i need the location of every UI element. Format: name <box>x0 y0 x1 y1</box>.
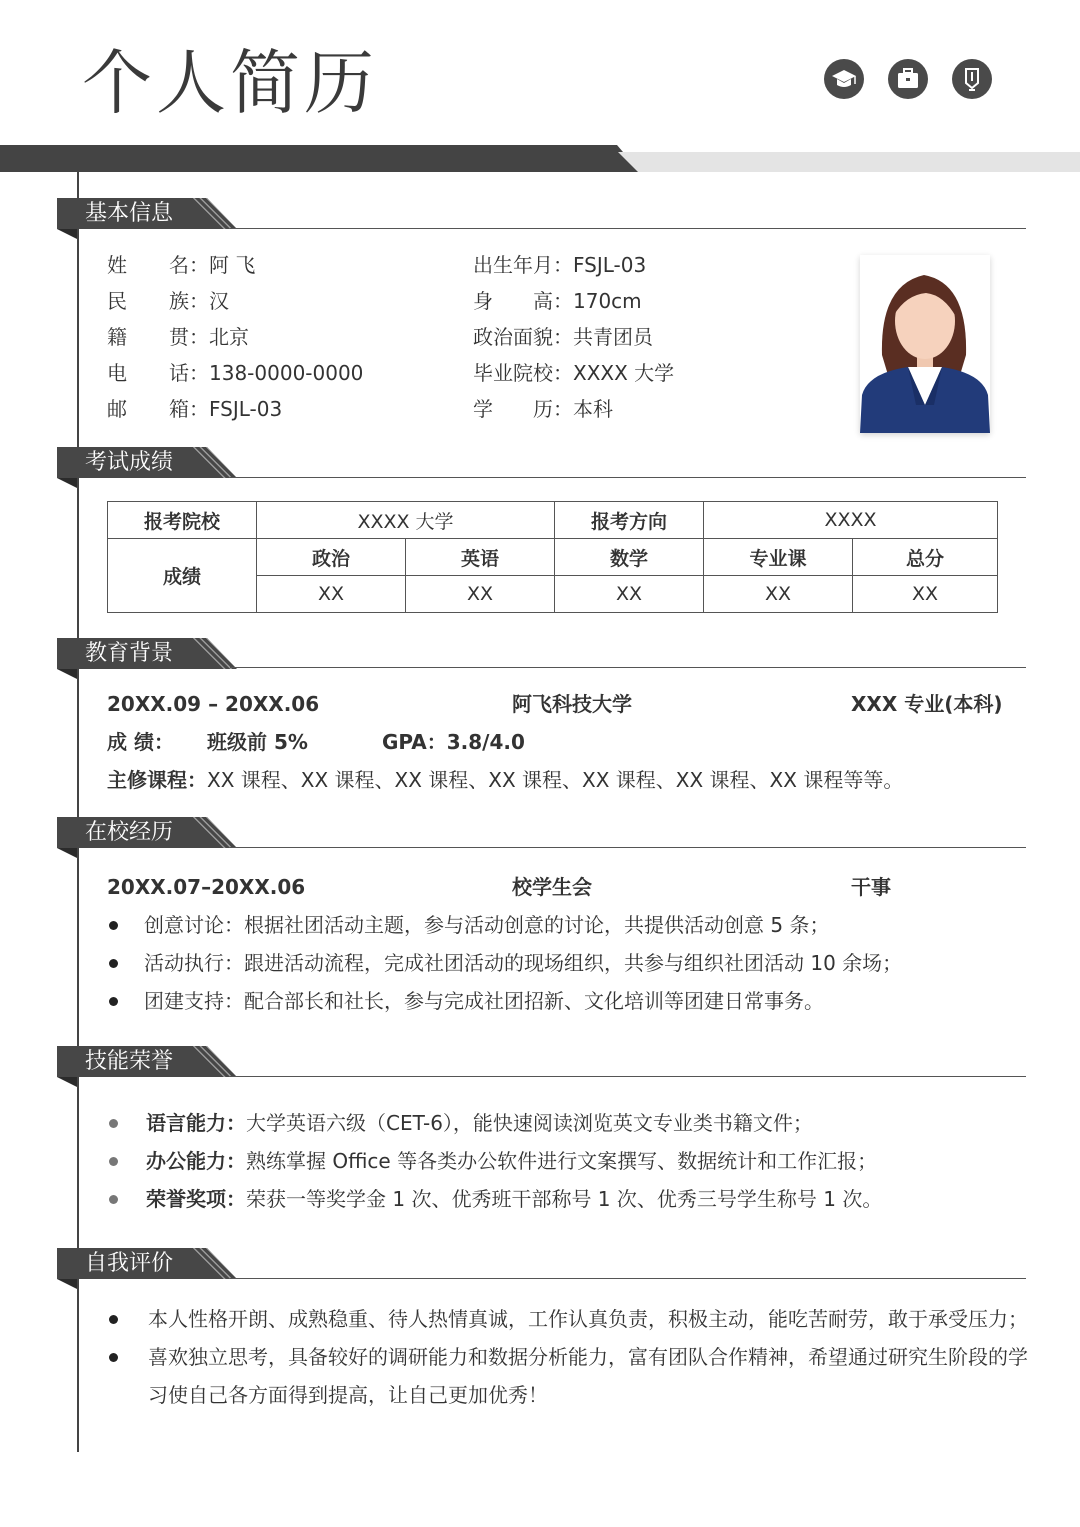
subject-header-cell: 英语 <box>406 539 555 576</box>
section-divider <box>230 477 1026 478</box>
edu-courses: 主修课程：XX 课程、XX 课程、XX 课程、XX 课程、XX 课程、XX 课程、XX 课程等等。 <box>107 768 904 792</box>
section-divider <box>230 667 1026 668</box>
section-title: 自我评价 <box>85 1251 174 1276</box>
list-item: 团建支持：配合部长和社长，参与完成社团招新、文化培训等团建日常事务。 <box>109 987 824 1015</box>
info-row-name: 姓 名：阿 飞 <box>107 253 256 277</box>
info-row-hometown: 籍 贯：北京 <box>107 325 249 349</box>
section-title: 考试成绩 <box>85 450 174 475</box>
direction-label-cell: 报考方向 <box>555 502 704 539</box>
school-label-cell: 报考院校 <box>108 502 257 539</box>
subject-header-cell: 总分 <box>853 539 998 576</box>
section-header-basic <box>57 198 237 229</box>
section-divider <box>230 1076 1026 1077</box>
edu-grade: 成 绩： 班级前 5% <box>107 730 308 754</box>
list-item: 活动执行：跟进活动流程，完成社团活动的现场组织，共参与组织社团活动 10 余场； <box>109 949 902 977</box>
edu-gpa: GPA：3.8/4.0 <box>382 730 525 754</box>
bullet-icon <box>109 1353 118 1362</box>
badge-icon <box>952 59 992 99</box>
section-divider <box>230 1278 1026 1279</box>
bullet-icon <box>109 1195 118 1204</box>
score-cell: XX <box>257 576 406 613</box>
section-title: 教育背景 <box>85 641 174 666</box>
info-right-list <box>473 251 674 431</box>
school-value-cell: XXXX 大学 <box>257 502 555 539</box>
edu-major: XXX 专业(本科) <box>851 692 1003 716</box>
info-row-phone: 电 话：138-0000-0000 <box>107 361 364 385</box>
section-header-skills <box>57 1046 237 1077</box>
score-cell: XX <box>406 576 555 613</box>
section-header-self <box>57 1248 237 1279</box>
bullet-icon <box>109 1119 118 1128</box>
graduation-cap-icon <box>824 59 864 99</box>
campus-org: 校学生会 <box>512 875 592 899</box>
bullet-icon <box>109 1315 118 1324</box>
campus-period: 20XX.07–20XX.06 <box>107 875 306 899</box>
info-row-height: 身 高：170cm <box>473 289 642 313</box>
subject-header-cell: 政治 <box>257 539 406 576</box>
bullet-icon <box>109 997 118 1006</box>
score-cell: XX <box>555 576 704 613</box>
list-item: 办公能力：熟练掌握 Office 等各类办公软件进行文案撰写、数据统计和工作汇报； <box>109 1147 877 1175</box>
list-item: 喜欢独立思考，具备较好的调研能力和数据分析能力，富有团队合作精神，希望通过研究生阶段的学 <box>109 1343 1028 1371</box>
edu-period: 20XX.09 – 20XX.06 <box>107 692 320 716</box>
list-item: 语言能力：大学英语六级（CET-6），能快速阅读浏览英文专业类书籍文件； <box>109 1109 813 1137</box>
exam-scores-table <box>107 501 998 613</box>
edu-school: 阿飞科技大学 <box>512 692 632 716</box>
header-band-dark <box>0 145 640 172</box>
info-row-political: 政治面貌：共青团员 <box>473 325 653 349</box>
direction-value-cell: XXXX <box>704 502 998 539</box>
bullet-icon <box>109 921 118 930</box>
info-row-ethnicity: 民 族：汉 <box>107 289 229 313</box>
page-title: 个人简历 <box>82 42 378 124</box>
score-cell: XX <box>853 576 998 613</box>
info-left-list <box>107 251 363 431</box>
campus-role: 干事 <box>851 875 891 899</box>
info-row-degree: 学 历：本科 <box>473 397 613 421</box>
subject-header-cell: 数学 <box>555 539 704 576</box>
briefcase-icon <box>888 59 928 99</box>
section-header-education <box>57 638 237 669</box>
list-item: 创意讨论：根据社团活动主题，参与活动创意的讨论，共提供活动创意 5 条； <box>109 911 829 939</box>
score-label-cell: 成绩 <box>108 539 257 613</box>
info-row-email: 邮 箱：FSJL-03 <box>107 397 283 421</box>
score-cell: XX <box>704 576 853 613</box>
list-item: 本人性格开朗、成熟稳重、待人热情真诚，工作认真负责，积极主动，能吃苦耐劳，敢于承受压力； <box>109 1305 1028 1333</box>
list-item-continuation: 习使自己各方面得到提高，让自己更加优秀！ <box>148 1383 548 1407</box>
list-item: 荣誉奖项：荣获一等奖学金 1 次、优秀班干部称号 1 次、优秀三号学生称号 1 次。 <box>109 1185 882 1213</box>
info-row-school: 毕业院校：XXXX 大学 <box>473 361 675 385</box>
section-divider <box>230 228 1026 229</box>
section-title: 在校经历 <box>85 820 174 845</box>
subject-header-cell: 专业课 <box>704 539 853 576</box>
section-title: 技能荣誉 <box>85 1049 174 1074</box>
avatar <box>860 255 990 433</box>
section-header-campus <box>57 817 237 848</box>
header-band-light <box>618 152 1080 172</box>
section-header-exam <box>57 447 237 478</box>
section-divider <box>230 847 1026 848</box>
bullet-icon <box>109 959 118 968</box>
bullet-icon <box>109 1157 118 1166</box>
info-row-birth: 出生年月：FSJL-03 <box>473 253 647 277</box>
section-title: 基本信息 <box>85 201 174 226</box>
